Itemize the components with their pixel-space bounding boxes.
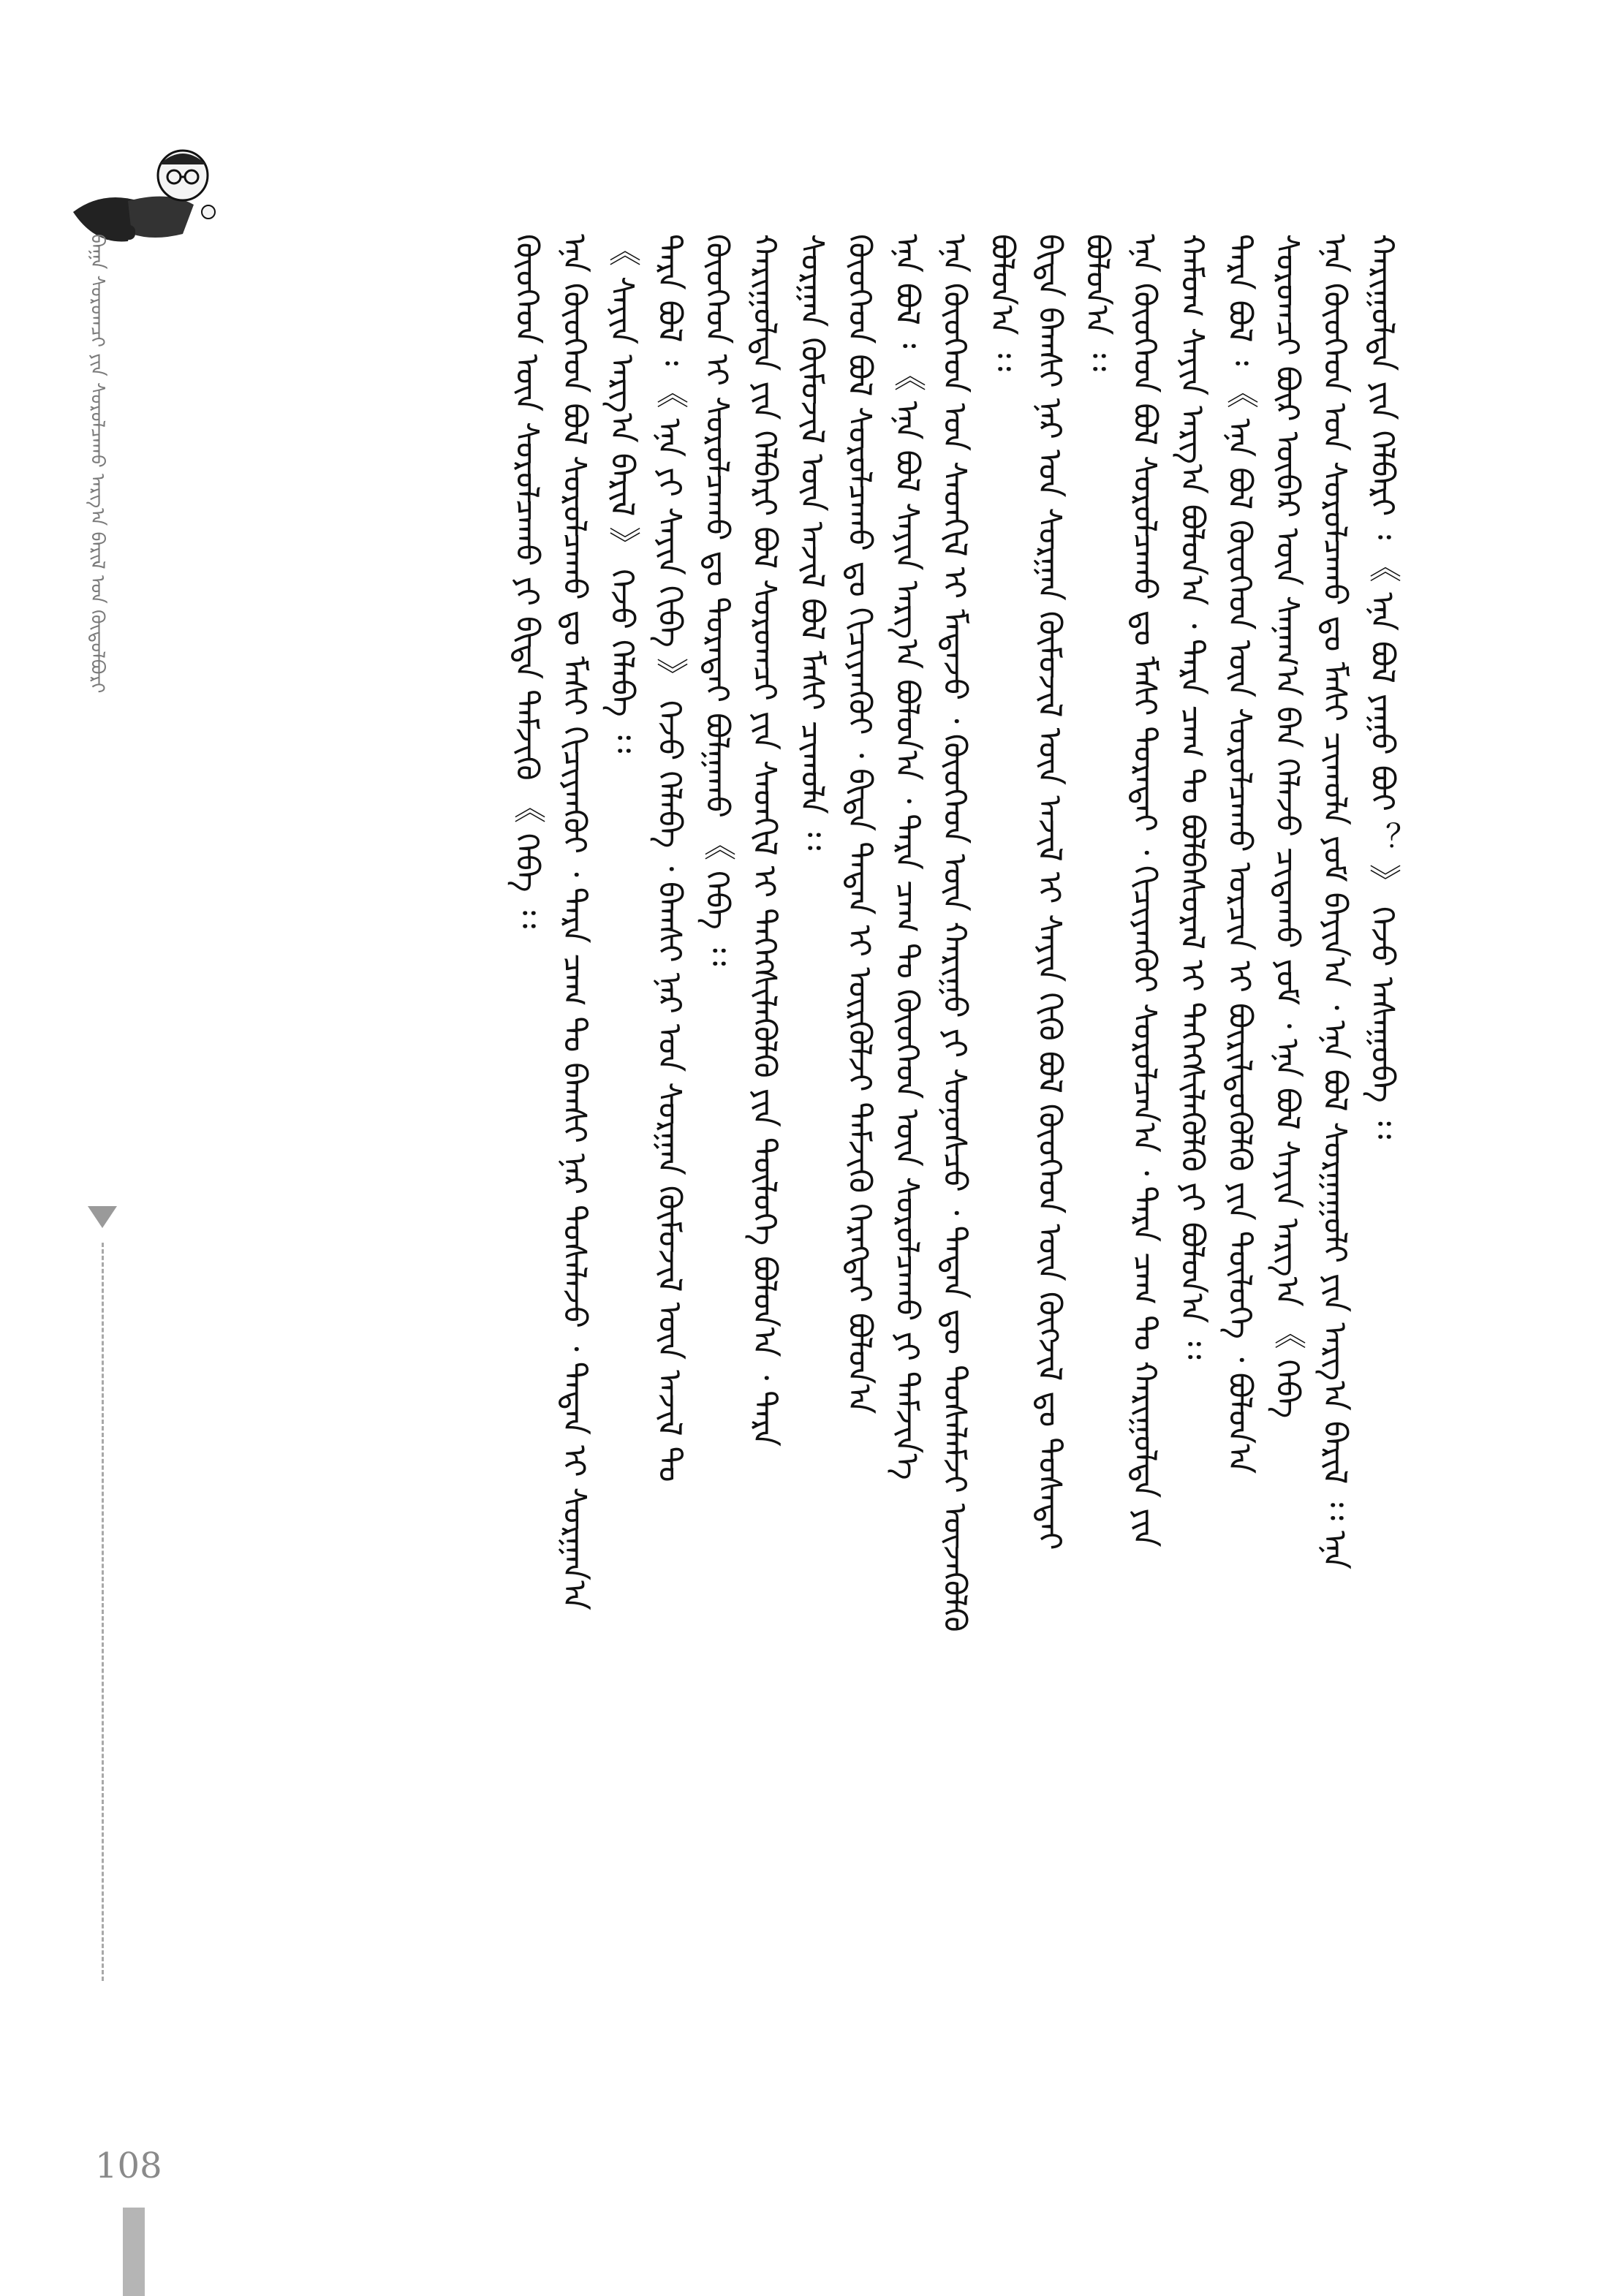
text-line: ᠡᠨᠡ ᠪᠣᠯ ᠄ 《 ᠡᠨᠡ ᠪᠣᠯ ᠰᠠᠶᠢᠨ ᠠᠷᠭ᠎ᠠ ᠪᠣᠯᠤᠨ᠎ᠠ ᠂ ᠲᠡᠷᠡ ᠴᠠᠭ ᠲᠤ ᠬᠦᠦᠬᠡᠳ ᠦᠨ ᠰᠤᠷᠤᠯᠴᠠᠬᠤ ᠶᠢ ᠳᠡᠮᠵᠢᠨ᠎ᠡ [888, 234, 926, 1480]
text-line: ᠡᠨᠡ ᠬᠦᠦᠬᠡᠳ ᠪᠣᠯ ᠰᠤᠷᠤᠯᠴᠠᠬᠤ ᠳᠤ ᠮᠠᠰᠢ ᠳᠤᠷᠠᠲᠠᠶ ᠂ ᠬᠢᠴᠢᠶᠡᠨᠭᠦᠶ ᠰᠤᠷᠤᠯᠴᠠᠨ᠎ᠠ ᠂ ᠲᠡᠷᠡ ᠴᠠᠭ ᠲᠤ ᠬᠠᠷᠢᠭᠤᠯᠲᠠ ᠶᠢᠨ [1126, 234, 1163, 1547]
text-line: ᠬᠠᠷᠢᠭᠤᠯᠲᠠ ᠶᠢᠨ ᠬᠡᠯᠪᠡᠷᠢ ᠄ 《 ᠡᠨᠡ ᠪᠣᠯ ᠶᠠᠭᠤ ᠪᠤᠢ ︖ 》 ᠭᠡᠵᠦ ᠠᠰᠠᠭᠤᠪᠠ ᠄᠄ [1363, 234, 1401, 1140]
text-line: ᠬᠠᠮᠤᠭ ᠰᠠᠶᠢᠨ ᠠᠷᠭ᠎ᠠ ᠪᠣᠯᠤᠨ᠎ᠠ ᠂ ᠲᠡᠷᠡ ᠴᠠᠭ ᠲᠤ ᠪᠣᠯᠪᠠᠰᠤᠷᠠᠯ ᠢ ᠳᠡᠭᠡᠭᠰᠢᠯᠡᠭᠦᠯᠬᠦ ᠶᠢ ᠪᠣᠯᠤᠨ᠎ᠠ ᠄᠄ [1173, 234, 1211, 1360]
text-line: ᠬᠦᠦᠬᠡᠳ ᠢ ᠰᠤᠷᠤᠯᠴᠠᠬᠤ ᠳᠤ ᠳᠤᠷᠠᠲᠠᠶ ᠪᠣᠯᠭᠠᠬᠤ 《 ᠭᠡᠪᠡ ᠄᠄ [698, 234, 735, 966]
text-line: ᠪᠣᠯᠤᠨ᠎ᠠ ᠄᠄ [1078, 234, 1116, 371]
page-edge-tab [123, 2208, 145, 2296]
body-text [241, 234, 1404, 2017]
page-number: 108 [95, 2145, 162, 2186]
text-line: 《 ᠰᠠᠶᠢᠨ ᠠᠷᠭ᠎ᠠ ᠪᠠᠷᠢᠯ 》 ᠭᠡᠵᠦ ᠬᠡᠯᠡᠪᠡ ᠄᠄ [603, 234, 640, 754]
header-strip [80, 234, 132, 2017]
text-line: ᠪᠢᠳᠡ ᠪᠠᠭᠰᠢ ᠨᠠᠷ ᠤᠨ ᠰᠤᠷᠭᠠᠨ ᠬᠥᠮᠦᠵᠢᠯ ᠦᠨ ᠠᠵᠢᠯ ᠢ ᠰᠠᠶᠢᠨ ᠬᠢᠬᠦ ᠪᠣᠯ ᠬᠦᠦᠬᠡᠳ ᠦᠨ ᠬᠥᠭᠵᠢᠯ ᠳᠤ ᠲᠤᠰᠠᠲᠠᠶ [1031, 234, 1068, 1550]
text-line: ᠰᠤᠷᠭᠠᠨ ᠬᠥᠮᠦᠵᠢᠯ ᠦᠨ ᠠᠵᠢᠯ ᠪᠣᠯ ᠮᠠᠰᠢ ᠴᠢᠬᠤᠯᠠ ᠄᠄ [793, 234, 831, 851]
running-header: ᠪᠠᠭᠠ ᠰᠤᠷᠤᠭᠴᠢ ᠶᠢᠨ ᠰᠤᠷᠤᠯᠴᠠᠬᠤ ᠠᠷᠭ᠎ᠠ ᠪᠠᠷᠢᠯ ᠤᠨ ᠬᠥᠲᠦᠯᠪᠦᠷᠢ [86, 234, 108, 694]
text-line: ᠡᠨᠡ ᠬᠦᠦᠬᠡᠳ ᠪᠣᠯ ᠰᠤᠷᠤᠯᠴᠠᠬᠤ ᠳᠤ ᠮᠠᠰᠢ ᠬᠢᠴᠢᠶᠡᠨᠭᠦᠶ ᠂ ᠲᠡᠷᠡ ᠴᠠᠭ ᠲᠤ ᠪᠠᠭᠰᠢ ᠨᠠᠷ ᠲᠤᠰᠠᠯᠠᠵᠤ ᠂ ᠲᠡᠳᠡᠨ ᠢ ᠰᠤᠷᠭᠠᠨ᠎ᠠ [556, 234, 593, 1610]
text-line: ᠬᠠᠷᠢᠭᠤᠯᠲᠠ ᠶᠢᠨ ᠬᠡᠯᠪᠡᠷᠢ ᠪᠣᠯ ᠰᠤᠷᠤᠭᠴᠢ ᠶᠢᠨ ᠰᠡᠳᠬᠢᠯ ᠢ ᠳᠡᠭᠡᠭᠰᠢᠯᠡᠭᠦᠯᠬᠦ ᠶᠢᠨ ᠲᠥᠯᠦᠭᠡ ᠪᠣᠯᠤᠨ᠎ᠠ ᠂ ᠲᠡᠷᠡ [746, 234, 783, 1447]
text-line: ᠪᠣᠯᠤᠨ᠎ᠠ ᠄᠄ [983, 234, 1021, 371]
text-line: ᠡᠨᠡ ᠬᠦᠦᠬᠡᠳ ᠤᠨ ᠰᠤᠷᠤᠯᠴᠠᠬᠤ ᠳᠤ ᠮᠠᠰᠢ ᠴᠢᠬᠤᠯᠠ ᠶᠤᠮ ᠪᠠᠶᠢᠨ᠎ᠠ ᠂ ᠡᠨᠡ ᠪᠣᠯ ᠰᠤᠷᠭᠠᠭᠤᠯᠢ ᠶᠢᠨ ᠠᠷᠭ᠎ᠠ ᠪᠠᠷᠢᠯ ᠄᠄ ᠡᠨᠡ [1316, 234, 1353, 1569]
text-line: ᠰᠤᠷᠤᠭᠴᠢ ᠪᠦᠷ ᠦᠪᠡᠷ ᠦᠨ ᠰᠠᠨᠠᠭ᠎ᠠ ᠪᠡᠨ ᠬᠡᠯᠡᠵᠦ ᠴᠢᠳᠠᠬᠤ ᠶᠤᠮ ᠂ ᠡᠨᠡ ᠪᠣᠯ ᠰᠠᠶᠢᠨ ᠠᠷᠭ᠎ᠠ 《 ᠭᠡᠪᠡ [1268, 234, 1306, 1419]
text-line: ᠬᠦᠦᠬᠡᠳ ᠦᠨ ᠰᠤᠷᠤᠯᠴᠠᠬᠤ ᠶᠢ ᠪᠢᠳᠡ ᠳᠡᠮᠵᠢᠬᠦ 《 ᠭᠡᠪᠡ ᠄᠄ [508, 234, 545, 929]
header-divider [102, 1243, 104, 1981]
text-line: ᠬᠦᠦᠬᠡᠳ ᠪᠣᠯ ᠰᠤᠷᠤᠯᠴᠠᠬᠤ ᠳᠤ ᠬᠢᠴᠢᠶᠡᠨᠭᠦᠶ ᠂ ᠪᠢᠳᠡ ᠲᠡᠳᠡᠨ ᠢ ᠦᠷᠭᠦᠯᠵᠢ ᠳᠡᠮᠵᠢᠬᠦ ᠬᠡᠷᠡᠭᠲᠡᠶ ᠪᠣᠯᠤᠨ᠎ᠠ [841, 234, 878, 1414]
text-line: ᠡᠨᠡ ᠬᠦᠦᠬᠡᠳ ᠤᠨ ᠰᠡᠳᠬᠢᠯ ᠢ ᠮᠡᠳᠡᠵᠦ ᠂ ᠬᠦᠦᠬᠡᠳ ᠦᠨ ᠬᠠᠷᠢᠭᠤ ᠶᠢ ᠰᠣᠨᠣᠰᠴᠤ ᠂ ᠲᠡᠳᠡᠨ ᠳᠦ ᠲᠤᠰᠠᠯᠠᠮᠵᠢ ᠦᠵᠡᠭᠦᠯᠬᠦ [936, 234, 973, 1632]
triangle-down-icon [88, 1206, 117, 1228]
text-line: ᠲᠡᠷᠡ ᠪᠣᠯ ᠄ 《 ᠡᠨᠡ ᠪᠣᠯ ᠬᠦᠦᠬᠡᠳ ᠦᠨ ᠰᠤᠷᠤᠯᠴᠠᠬᠤ ᠤᠷᠴᠢᠨ ᠢ ᠪᠦᠷᠢᠯᠳᠦᠭᠦᠯᠬᠦ ᠶᠢᠨ ᠲᠥᠯᠦᠭᠡ ᠂ ᠪᠣᠯᠤᠨ᠎ᠠ [1221, 234, 1258, 1474]
text-line: ᠲᠡᠷᠡ ᠪᠣᠯ ᠄ 《 ᠡᠨᠡ ᠶᠢ ᠰᠠᠶᠢᠨ ᠬᠢᠪᠡ 》 ᠭᠡᠵᠦ ᠬᠡᠯᠡᠪᠡ ᠂ ᠪᠠᠭᠰᠢ ᠨᠠᠷ ᠤᠨ ᠰᠤᠷᠭᠠᠨ ᠬᠥᠮᠦᠵᠢᠯ ᠦᠨ ᠠᠵᠢᠯ ᠲᠤ [651, 234, 688, 1482]
